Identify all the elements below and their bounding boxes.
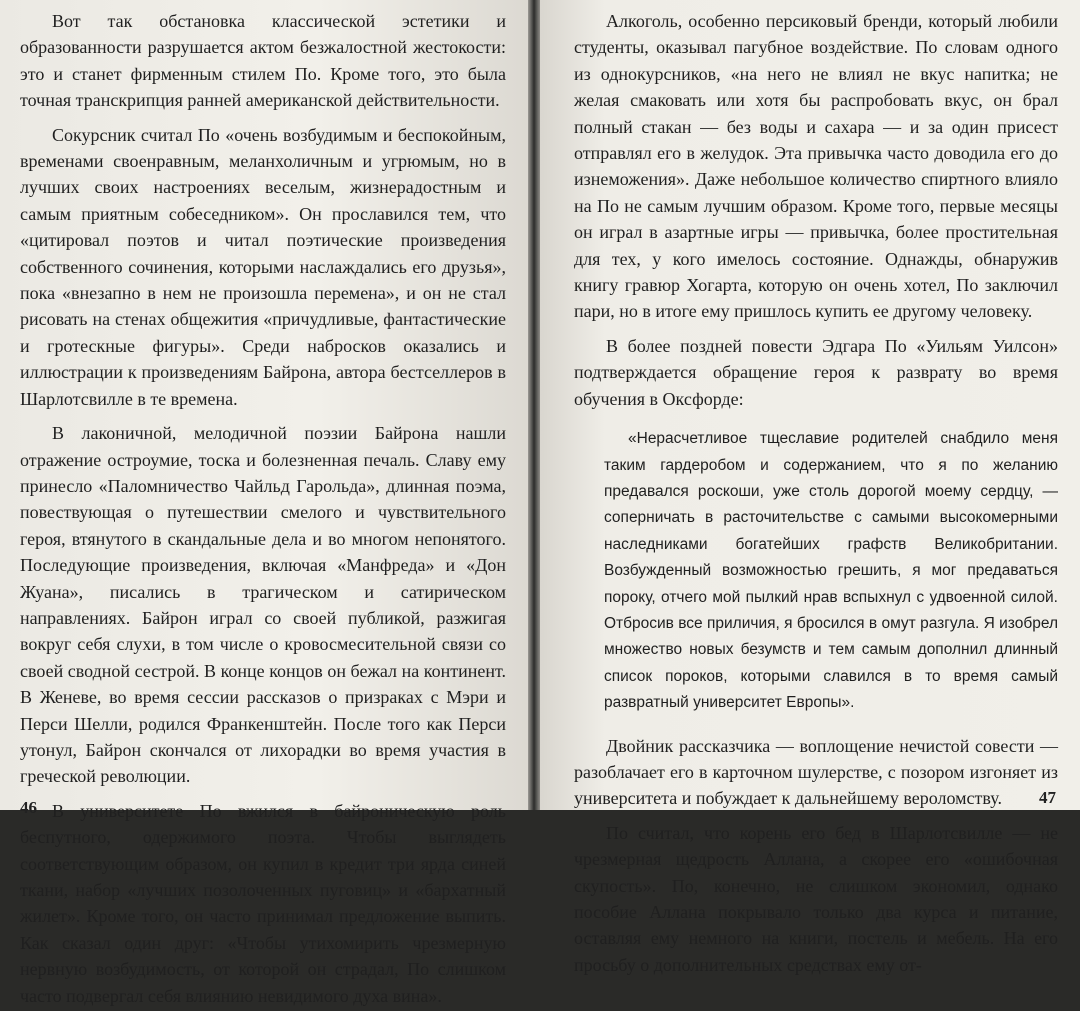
paragraph: Двойник рассказчика — воплощение нечистой совести — разоблачает его в карточном шулерстве, с позором изгоняет из университета и побуждает к дальнейшему вероломству. xyxy=(574,735,1058,809)
paragraph: В более поздней повести Эдгара По «Уильям Уилсон» подтверждается обращение героя к разврату во время обучения в Оксфорде: xyxy=(574,335,1058,409)
right-page xyxy=(540,0,1080,975)
paragraph: По считал, что корень его бед в Шарлотсвилле — не чрезмерная щедрость Аллана, а скорее его «ошибочная скупость». По, конечно, не слишком экономил, однако пособие Аллана покрывало только два курса и питание, оставляя ему немного на книги, постель и мебель. На его просьбу о дополнительных средствах ему от- xyxy=(574,822,1058,975)
book-gutter xyxy=(528,0,540,810)
page-number: 47 xyxy=(1039,788,1056,807)
paragraph: В университете По вжился в байроническую роль беспутного, одержимого поэта. Чтобы выглядеть соответствующим образом, он купил в кредит три ярда синей ткани, набор «лучших позолоченных пуговиц» и «бархатный жилет». Кроме того, он часто принимал предложение выпить. Как сказал один друг: «Чтобы утихомирить чрезмерную нервную возбудимость, от которой он страдал, По слишком часто подвергал себя влиянию невидимого духа вина». xyxy=(20,800,506,1006)
block-quote: «Нерасчетливое тщеславие родителей снабдило меня таким гардеробом и содержанием, что я по желанию предавался роскоши, уже столь дорогой моему сердцу, — соперничать в расточительстве с самыми высокомерными наследниками богатейших графств Великобритании. Возбужденный возможностью грешить, я мог предаваться пороку, отчего мой пылкий нрав вспыхнул с удвоенной силой. Отбросив все приличия, я бросился в омут разгула. Я изобрел множество новых безумств и тем самым дополнил длинный список пороков, которыми славился в то время самый развратный университет Европы». xyxy=(604,430,1058,712)
right-text-column xyxy=(574,8,1058,980)
left-page xyxy=(0,0,528,1006)
page-number: 46 xyxy=(20,798,37,817)
left-text-column xyxy=(20,8,506,1011)
paragraph: Алкоголь, особенно персиковый бренди, который любили студенты, оказывал пагубное воздействие. По словам одного из однокурсников, «на него не влиял не вкус напитка; не желая смаковать или хотя бы распробовать вкус, он брал полный стакан — без воды и сахара — и за один присест отправлял его в желудок. Эта привычка часто доводила его до изнеможения». Даже небольшое количество спиртного влияло на По не самым лучшим образом. Кроме того, первые месяцы он играл в азартные игры — привычка, более простительная для тех, у кого имелось состояние. Однажды, обнаружив книгу гравюр Хогарта, которую он очень хотел, По заключил пари, но в итоге ему пришлось купить ее другому человеку. xyxy=(574,11,1058,322)
paragraph: Сокурсник считал По «очень возбудимым и беспокойным, временами своенравным, меланхоличным и угрюмым, но в лучших своих настроениях веселым, жизнерадостным и самым приятным собеседником». Он прославился тем, что «цитировал поэтов и читал поэтические произведения собственного сочинения, которыми наслаждались его друзья», пока «внезапно в нем не произошла перемена», и он не стал рисовать на стенах общежития «причудливые, фантастические и гротескные фигуры». Среди набросков оказались и иллюстрации к произведениям Байрона, автора бестселлеров в Шарлотсвилле в те времена. xyxy=(20,124,506,409)
paragraph: Вот так обстановка классической эстетики и образованности разрушается актом безжалостной жестокости: это и станет фирменным стилем По. Кроме того, это была точная транскрипция ранней американской действительности. xyxy=(20,11,506,111)
paragraph: В лаконичной, мелодичной поэзии Байрона нашли отражение остроумие, тоска и болезненная печаль. Славу ему принесло «Паломничество Чайльд Гарольда», длинная поэма, повествующая о путешествии смелого и чувствительного героя, втянутого в скандальные дела и во многом непонятого. Последующие произведения, включая «Манфреда» и «Дон Жуана», писались в трагическом и сатирическом направлениях. Байрон играл со своей публикой, разжигая вокруг себя слухи, в том числе о кровосмесительной связи со своей сводной сестрой. В конце концов он бежал на континент. В Женеве, во время сессии рассказов о призраках с Мэри и Перси Шелли, родился Франкенштейн. После того как Перси утонул, Байрон скончался от лихорадки во время участия в греческой революции. xyxy=(20,423,506,787)
